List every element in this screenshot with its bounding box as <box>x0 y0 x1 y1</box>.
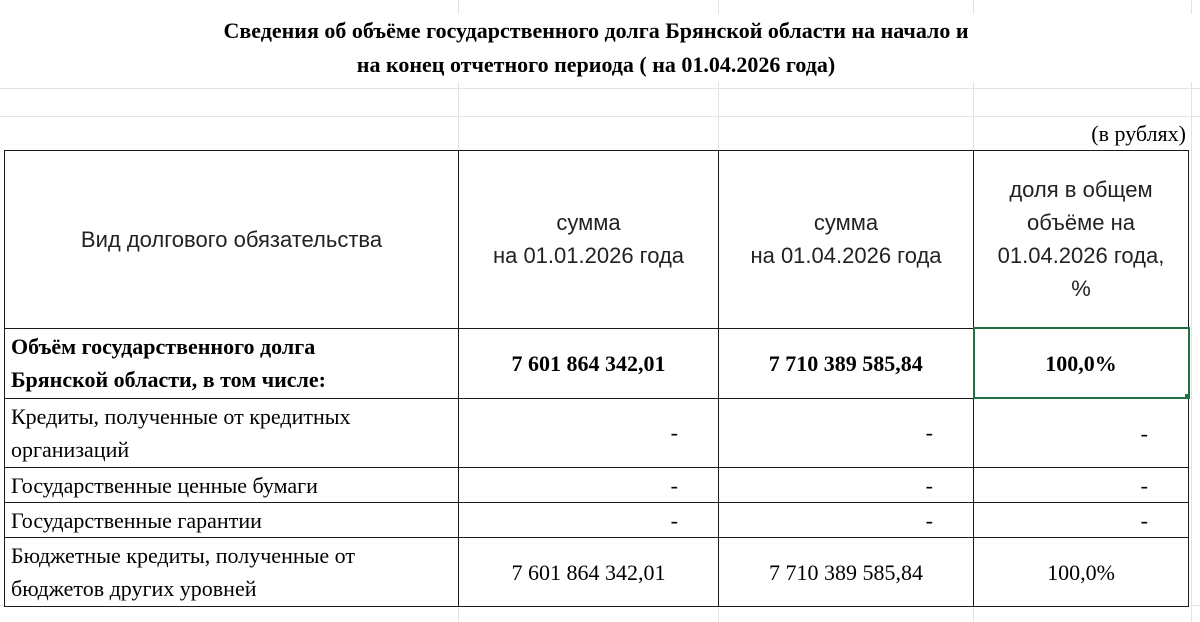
start-value-cell[interactable]: - <box>459 398 719 468</box>
row-label-line-2: организаций <box>11 436 130 462</box>
share-value: 100,0% <box>1045 350 1117 376</box>
table-row <box>5 538 1189 607</box>
share-value-cell[interactable]: 100,0% <box>974 538 1189 607</box>
end-value-cell[interactable]: - <box>719 398 974 468</box>
header-start-line-2: на 01.01.2026 года <box>492 243 685 269</box>
start-value-cell[interactable]: - <box>459 503 719 538</box>
fill-handle[interactable] <box>1184 393 1189 398</box>
header-end-line-2: на 01.04.2026 года <box>750 243 942 269</box>
table-row-total <box>5 328 1189 398</box>
row-label-line-2: Брянской области, в том числе: <box>11 367 326 392</box>
start-value-cell[interactable]: 7 601 864 342,01 <box>459 328 719 398</box>
gridline <box>0 116 1200 117</box>
header-share-line-2: объёме на <box>1027 210 1135 235</box>
row-label-cell[interactable] <box>5 328 459 398</box>
header-start-line-1: сумма <box>556 210 621 236</box>
gridline <box>1191 0 1192 622</box>
title-line-1: Сведения об объёме государственного долга Брянской области на начало и <box>223 18 969 43</box>
start-value-cell[interactable]: 7 601 864 342,01 <box>459 538 719 607</box>
header-share-line-4: % <box>1071 276 1091 301</box>
header-cell-start[interactable] <box>459 151 719 329</box>
row-label-line-1: Кредиты, полученные от кредитных <box>11 403 351 429</box>
header-end-line-1: сумма <box>813 210 879 236</box>
end-value-cell[interactable]: - <box>719 503 974 538</box>
debt-table <box>4 150 1190 607</box>
table-row <box>5 398 1189 468</box>
title-line-2: на конец отчетного периода ( на 01.04.2026 года) <box>356 52 836 77</box>
row-label-cell[interactable] <box>5 538 459 607</box>
header-share-line-3: 01.04.2026 года, <box>997 243 1165 268</box>
table-row <box>5 503 1189 538</box>
header-share-line-1: доля в общем <box>1009 177 1153 202</box>
table-row <box>5 468 1189 503</box>
page-title <box>0 14 1192 82</box>
share-value-cell-selected[interactable] <box>974 328 1189 398</box>
start-value-cell[interactable]: - <box>459 468 719 503</box>
gridline <box>0 88 1200 89</box>
header-cell-end[interactable] <box>719 151 974 329</box>
header-cell-type[interactable] <box>5 151 459 329</box>
row-label-line-2: бюджетов других уровней <box>11 576 257 601</box>
end-value-cell[interactable]: 7 710 389 585,84 <box>719 328 974 398</box>
row-label-cell[interactable]: Государственные ценные бумаги <box>5 468 459 503</box>
share-value-cell[interactable]: - <box>974 503 1189 538</box>
row-label-cell[interactable] <box>5 398 459 468</box>
end-value-cell[interactable]: 7 710 389 585,84 <box>719 538 974 607</box>
row-label-cell[interactable]: Государственные гарантии <box>5 503 459 538</box>
end-value-cell[interactable]: - <box>719 468 974 503</box>
share-value-cell[interactable]: - <box>974 468 1189 503</box>
header-cell-share[interactable] <box>974 151 1189 329</box>
row-label-line-1: Бюджетные кредиты, полученные от <box>11 543 355 568</box>
header-type-label: Вид долгового обязательства <box>80 226 383 252</box>
share-value-cell[interactable]: - <box>974 398 1189 468</box>
row-label-line-1: Объём государственного долга <box>11 334 316 359</box>
units-label: (в рублях) <box>1091 121 1186 146</box>
header-row <box>5 151 1189 329</box>
